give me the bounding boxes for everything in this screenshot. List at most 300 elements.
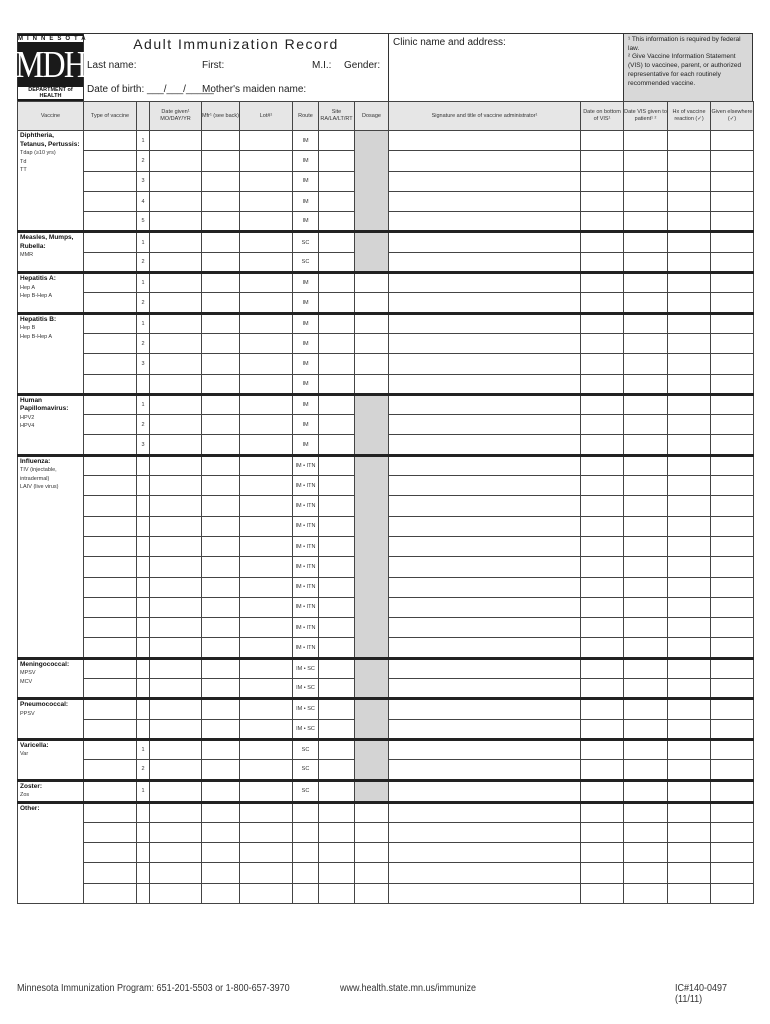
entry-cell[interactable] — [150, 577, 202, 597]
entry-cell[interactable] — [355, 802, 389, 822]
entry-cell[interactable] — [84, 638, 137, 658]
entry-cell[interactable] — [355, 863, 389, 883]
entry-cell[interactable] — [202, 293, 240, 313]
entry-cell[interactable] — [389, 415, 581, 435]
entry-cell[interactable] — [202, 151, 240, 171]
entry-cell[interactable] — [389, 333, 581, 353]
gender-field[interactable]: Gender: — [344, 60, 381, 71]
entry-cell[interactable] — [624, 739, 668, 759]
entry-cell[interactable] — [389, 577, 581, 597]
entry-cell[interactable] — [84, 557, 137, 577]
entry-cell[interactable] — [624, 577, 668, 597]
entry-cell[interactable] — [581, 212, 624, 232]
entry-cell[interactable] — [711, 618, 754, 638]
entry-cell[interactable] — [202, 476, 240, 496]
entry-cell[interactable] — [240, 354, 293, 374]
entry-cell[interactable] — [389, 739, 581, 759]
entry-cell[interactable] — [202, 516, 240, 536]
entry-cell[interactable] — [202, 496, 240, 516]
entry-cell[interactable] — [711, 739, 754, 759]
entry-cell[interactable] — [389, 843, 581, 863]
entry-cell[interactable] — [581, 354, 624, 374]
entry-cell[interactable] — [668, 658, 711, 678]
entry-cell[interactable] — [202, 232, 240, 252]
entry-cell[interactable] — [319, 455, 355, 475]
entry-cell[interactable] — [668, 618, 711, 638]
entry-cell[interactable] — [624, 516, 668, 536]
entry-cell[interactable] — [150, 780, 202, 802]
entry-cell[interactable] — [202, 822, 240, 842]
entry-cell[interactable] — [624, 151, 668, 171]
entry-cell[interactable] — [150, 394, 202, 414]
entry-cell[interactable] — [389, 760, 581, 780]
entry-cell[interactable] — [202, 638, 240, 658]
entry-cell[interactable] — [581, 658, 624, 678]
entry-cell[interactable] — [240, 577, 293, 597]
entry-cell[interactable] — [319, 658, 355, 678]
entry-cell[interactable] — [711, 863, 754, 883]
entry-cell[interactable] — [202, 719, 240, 739]
entry-cell[interactable] — [624, 476, 668, 496]
entry-cell[interactable] — [389, 293, 581, 313]
entry-cell[interactable] — [319, 699, 355, 719]
entry-cell[interactable] — [668, 374, 711, 394]
entry-cell[interactable] — [240, 191, 293, 211]
entry-cell[interactable] — [668, 415, 711, 435]
entry-cell[interactable] — [624, 638, 668, 658]
entry-cell[interactable] — [581, 191, 624, 211]
entry-cell[interactable] — [202, 760, 240, 780]
entry-cell[interactable] — [84, 739, 137, 759]
entry-cell[interactable] — [319, 333, 355, 353]
entry-cell[interactable] — [84, 394, 137, 414]
entry-cell[interactable] — [624, 252, 668, 272]
entry-cell[interactable] — [668, 679, 711, 699]
entry-cell[interactable] — [150, 557, 202, 577]
entry-cell[interactable] — [668, 354, 711, 374]
entry-cell[interactable] — [84, 780, 137, 802]
entry-cell[interactable] — [319, 232, 355, 252]
entry-cell[interactable] — [389, 658, 581, 678]
entry-cell[interactable] — [319, 843, 355, 863]
entry-cell[interactable] — [84, 719, 137, 739]
entry-cell[interactable] — [581, 252, 624, 272]
entry-cell[interactable] — [668, 536, 711, 556]
entry-cell[interactable] — [150, 171, 202, 191]
entry-cell[interactable] — [711, 455, 754, 475]
entry-cell[interactable] — [150, 863, 202, 883]
entry-cell[interactable] — [319, 171, 355, 191]
entry-cell[interactable] — [581, 476, 624, 496]
entry-cell[interactable] — [319, 760, 355, 780]
entry-cell[interactable] — [84, 843, 137, 863]
entry-cell[interactable] — [84, 679, 137, 699]
entry-cell[interactable] — [240, 232, 293, 252]
entry-cell[interactable] — [389, 557, 581, 577]
entry-cell[interactable] — [150, 679, 202, 699]
entry-cell[interactable] — [389, 883, 581, 903]
entry-cell[interactable] — [355, 822, 389, 842]
entry-cell[interactable] — [624, 883, 668, 903]
entry-cell[interactable] — [711, 171, 754, 191]
entry-cell[interactable] — [711, 333, 754, 353]
entry-cell[interactable] — [240, 131, 293, 151]
entry-cell[interactable] — [84, 658, 137, 678]
entry-cell[interactable] — [84, 863, 137, 883]
entry-cell[interactable] — [581, 131, 624, 151]
entry-cell[interactable] — [202, 536, 240, 556]
entry-cell[interactable] — [202, 212, 240, 232]
entry-cell[interactable] — [581, 374, 624, 394]
entry-cell[interactable] — [355, 883, 389, 903]
entry-cell[interactable] — [202, 171, 240, 191]
entry-cell[interactable] — [389, 822, 581, 842]
entry-cell[interactable] — [150, 232, 202, 252]
entry-cell[interactable] — [319, 516, 355, 536]
entry-cell[interactable] — [150, 496, 202, 516]
entry-cell[interactable] — [202, 273, 240, 293]
entry-cell[interactable] — [711, 679, 754, 699]
entry-cell[interactable] — [150, 333, 202, 353]
entry-cell[interactable] — [202, 679, 240, 699]
entry-cell[interactable] — [240, 313, 293, 333]
entry-cell[interactable] — [319, 577, 355, 597]
entry-cell[interactable] — [150, 252, 202, 272]
entry-cell[interactable] — [668, 739, 711, 759]
entry-cell[interactable] — [150, 618, 202, 638]
entry-cell[interactable] — [668, 293, 711, 313]
entry-cell[interactable] — [581, 394, 624, 414]
entry-cell[interactable] — [624, 822, 668, 842]
entry-cell[interactable] — [319, 191, 355, 211]
entry-cell[interactable] — [150, 802, 202, 822]
clinic-field[interactable]: Clinic name and address: — [389, 34, 624, 101]
entry-cell[interactable] — [240, 415, 293, 435]
entry-cell[interactable] — [84, 496, 137, 516]
entry-cell[interactable] — [668, 577, 711, 597]
footer-url[interactable]: www.health.state.mn.us/immunize — [340, 983, 477, 994]
entry-cell[interactable] — [202, 802, 240, 822]
entry-cell[interactable] — [711, 151, 754, 171]
entry-cell[interactable] — [202, 394, 240, 414]
entry-cell[interactable] — [711, 843, 754, 863]
entry-cell[interactable] — [389, 232, 581, 252]
entry-cell[interactable] — [150, 597, 202, 617]
entry-cell[interactable] — [389, 455, 581, 475]
entry-cell[interactable] — [389, 212, 581, 232]
entry-cell[interactable] — [711, 435, 754, 455]
entry-cell[interactable] — [581, 151, 624, 171]
entry-cell[interactable] — [240, 374, 293, 394]
entry-cell[interactable] — [355, 313, 389, 333]
entry-cell[interactable] — [711, 883, 754, 903]
entry-cell[interactable] — [581, 843, 624, 863]
entry-cell[interactable] — [711, 496, 754, 516]
entry-cell[interactable] — [711, 536, 754, 556]
entry-cell[interactable] — [202, 455, 240, 475]
entry-cell[interactable] — [355, 843, 389, 863]
entry-cell[interactable] — [668, 699, 711, 719]
entry-cell[interactable] — [624, 760, 668, 780]
entry-cell[interactable] — [389, 171, 581, 191]
entry-cell[interactable] — [150, 131, 202, 151]
entry-cell[interactable] — [581, 293, 624, 313]
entry-cell[interactable] — [150, 415, 202, 435]
entry-cell[interactable] — [624, 496, 668, 516]
entry-cell[interactable] — [389, 780, 581, 802]
entry-cell[interactable] — [202, 739, 240, 759]
entry-cell[interactable] — [202, 354, 240, 374]
entry-cell[interactable] — [319, 802, 355, 822]
entry-cell[interactable] — [84, 415, 137, 435]
entry-cell[interactable] — [668, 191, 711, 211]
entry-cell[interactable] — [240, 476, 293, 496]
entry-cell[interactable] — [711, 822, 754, 842]
entry-cell[interactable] — [240, 863, 293, 883]
entry-cell[interactable] — [711, 273, 754, 293]
entry-cell[interactable] — [240, 780, 293, 802]
entry-cell[interactable] — [711, 394, 754, 414]
entry-cell[interactable] — [319, 597, 355, 617]
last-name-field[interactable]: Last name: — [87, 60, 137, 71]
entry-cell[interactable] — [150, 212, 202, 232]
entry-cell[interactable] — [84, 374, 137, 394]
entry-cell[interactable] — [84, 577, 137, 597]
entry-cell[interactable] — [389, 863, 581, 883]
entry-cell[interactable] — [240, 597, 293, 617]
entry-cell[interactable] — [389, 313, 581, 333]
entry-cell[interactable] — [668, 455, 711, 475]
entry-cell[interactable] — [668, 252, 711, 272]
entry-cell[interactable] — [711, 577, 754, 597]
entry-cell[interactable] — [581, 699, 624, 719]
entry-cell[interactable] — [84, 618, 137, 638]
entry-cell[interactable] — [624, 212, 668, 232]
entry-cell[interactable] — [668, 435, 711, 455]
entry-cell[interactable] — [84, 455, 137, 475]
entry-cell[interactable] — [150, 354, 202, 374]
entry-cell[interactable] — [668, 863, 711, 883]
entry-cell[interactable] — [84, 476, 137, 496]
entry-cell[interactable] — [624, 374, 668, 394]
entry-cell[interactable] — [711, 780, 754, 802]
entry-cell[interactable] — [389, 476, 581, 496]
entry-cell[interactable] — [624, 354, 668, 374]
entry-cell[interactable] — [581, 435, 624, 455]
entry-cell[interactable] — [668, 822, 711, 842]
entry-cell[interactable] — [240, 455, 293, 475]
entry-cell[interactable] — [319, 212, 355, 232]
entry-cell[interactable] — [668, 273, 711, 293]
entry-cell[interactable] — [624, 394, 668, 414]
entry-cell[interactable] — [581, 618, 624, 638]
entry-cell[interactable] — [319, 354, 355, 374]
entry-cell[interactable] — [150, 638, 202, 658]
entry-cell[interactable] — [150, 151, 202, 171]
entry-cell[interactable] — [624, 843, 668, 863]
entry-cell[interactable] — [150, 435, 202, 455]
entry-cell[interactable] — [355, 374, 389, 394]
entry-cell[interactable] — [389, 151, 581, 171]
entry-cell[interactable] — [711, 476, 754, 496]
entry-cell[interactable] — [668, 131, 711, 151]
entry-cell[interactable] — [202, 252, 240, 272]
entry-cell[interactable] — [711, 638, 754, 658]
entry-cell[interactable] — [711, 191, 754, 211]
entry-cell[interactable] — [240, 883, 293, 903]
entry-cell[interactable] — [84, 171, 137, 191]
entry-cell[interactable] — [389, 394, 581, 414]
entry-cell[interactable] — [711, 557, 754, 577]
entry-cell[interactable] — [240, 802, 293, 822]
entry-cell[interactable] — [581, 780, 624, 802]
entry-cell[interactable] — [319, 151, 355, 171]
entry-cell[interactable] — [150, 739, 202, 759]
entry-cell[interactable] — [389, 354, 581, 374]
entry-cell[interactable] — [355, 354, 389, 374]
entry-cell[interactable] — [581, 333, 624, 353]
entry-cell[interactable] — [84, 333, 137, 353]
entry-cell[interactable] — [84, 802, 137, 822]
entry-cell[interactable] — [319, 719, 355, 739]
entry-cell[interactable] — [711, 252, 754, 272]
entry-cell[interactable] — [389, 131, 581, 151]
entry-cell[interactable] — [240, 496, 293, 516]
entry-cell[interactable] — [202, 658, 240, 678]
entry-cell[interactable] — [389, 496, 581, 516]
entry-cell[interactable] — [668, 151, 711, 171]
entry-cell[interactable] — [668, 496, 711, 516]
entry-cell[interactable] — [150, 658, 202, 678]
entry-cell[interactable] — [711, 374, 754, 394]
entry-cell[interactable] — [581, 557, 624, 577]
entry-cell[interactable] — [355, 333, 389, 353]
entry-cell[interactable] — [668, 760, 711, 780]
entry-cell[interactable] — [202, 557, 240, 577]
entry-cell[interactable] — [84, 131, 137, 151]
entry-cell[interactable] — [240, 273, 293, 293]
entry-cell[interactable] — [668, 516, 711, 536]
entry-cell[interactable] — [581, 232, 624, 252]
entry-cell[interactable] — [150, 293, 202, 313]
entry-cell[interactable] — [711, 802, 754, 822]
entry-cell[interactable] — [150, 843, 202, 863]
entry-cell[interactable] — [240, 760, 293, 780]
entry-cell[interactable] — [240, 516, 293, 536]
entry-cell[interactable] — [624, 658, 668, 678]
entry-cell[interactable] — [84, 151, 137, 171]
entry-cell[interactable] — [711, 516, 754, 536]
entry-cell[interactable] — [202, 577, 240, 597]
entry-cell[interactable] — [389, 536, 581, 556]
entry-cell[interactable] — [319, 476, 355, 496]
entry-cell[interactable] — [624, 719, 668, 739]
entry-cell[interactable] — [240, 435, 293, 455]
entry-cell[interactable] — [389, 191, 581, 211]
entry-cell[interactable] — [581, 415, 624, 435]
entry-cell[interactable] — [319, 822, 355, 842]
entry-cell[interactable] — [150, 273, 202, 293]
entry-cell[interactable] — [319, 131, 355, 151]
entry-cell[interactable] — [668, 313, 711, 333]
entry-cell[interactable] — [240, 658, 293, 678]
entry-cell[interactable] — [668, 719, 711, 739]
entry-cell[interactable] — [624, 313, 668, 333]
maiden-name-field[interactable]: Mother's maiden name: — [202, 84, 307, 95]
entry-cell[interactable] — [581, 313, 624, 333]
entry-cell[interactable] — [84, 212, 137, 232]
entry-cell[interactable] — [240, 171, 293, 191]
entry-cell[interactable] — [389, 699, 581, 719]
entry-cell[interactable] — [84, 313, 137, 333]
entry-cell[interactable] — [84, 293, 137, 313]
entry-cell[interactable] — [202, 435, 240, 455]
entry-cell[interactable] — [150, 536, 202, 556]
entry-cell[interactable] — [711, 313, 754, 333]
entry-cell[interactable] — [581, 802, 624, 822]
entry-cell[interactable] — [624, 679, 668, 699]
entry-cell[interactable] — [624, 618, 668, 638]
entry-cell[interactable] — [240, 293, 293, 313]
entry-cell[interactable] — [240, 557, 293, 577]
entry-cell[interactable] — [389, 679, 581, 699]
entry-cell[interactable] — [581, 536, 624, 556]
entry-cell[interactable] — [202, 191, 240, 211]
entry-cell[interactable] — [355, 273, 389, 293]
entry-cell[interactable] — [150, 822, 202, 842]
entry-cell[interactable] — [711, 719, 754, 739]
entry-cell[interactable] — [668, 557, 711, 577]
first-name-field[interactable]: First: — [202, 60, 225, 71]
entry-cell[interactable] — [624, 131, 668, 151]
entry-cell[interactable] — [319, 618, 355, 638]
entry-cell[interactable] — [84, 354, 137, 374]
entry-cell[interactable] — [84, 883, 137, 903]
entry-cell[interactable] — [581, 638, 624, 658]
entry-cell[interactable] — [202, 597, 240, 617]
entry-cell[interactable] — [389, 719, 581, 739]
entry-cell[interactable] — [711, 131, 754, 151]
entry-cell[interactable] — [84, 516, 137, 536]
entry-cell[interactable] — [84, 435, 137, 455]
entry-cell[interactable] — [624, 273, 668, 293]
entry-cell[interactable] — [202, 883, 240, 903]
entry-cell[interactable] — [581, 171, 624, 191]
entry-cell[interactable] — [581, 496, 624, 516]
entry-cell[interactable] — [150, 476, 202, 496]
entry-cell[interactable] — [668, 802, 711, 822]
entry-cell[interactable] — [202, 374, 240, 394]
entry-cell[interactable] — [624, 232, 668, 252]
entry-cell[interactable] — [84, 252, 137, 272]
entry-cell[interactable] — [240, 618, 293, 638]
entry-cell[interactable] — [711, 597, 754, 617]
entry-cell[interactable] — [581, 863, 624, 883]
entry-cell[interactable] — [389, 802, 581, 822]
entry-cell[interactable] — [581, 760, 624, 780]
entry-cell[interactable] — [319, 374, 355, 394]
entry-cell[interactable] — [319, 780, 355, 802]
entry-cell[interactable] — [668, 638, 711, 658]
entry-cell[interactable] — [202, 863, 240, 883]
entry-cell[interactable] — [240, 719, 293, 739]
entry-cell[interactable] — [389, 374, 581, 394]
entry-cell[interactable] — [84, 191, 137, 211]
entry-cell[interactable] — [581, 597, 624, 617]
entry-cell[interactable] — [355, 293, 389, 313]
entry-cell[interactable] — [319, 883, 355, 903]
entry-cell[interactable] — [624, 802, 668, 822]
